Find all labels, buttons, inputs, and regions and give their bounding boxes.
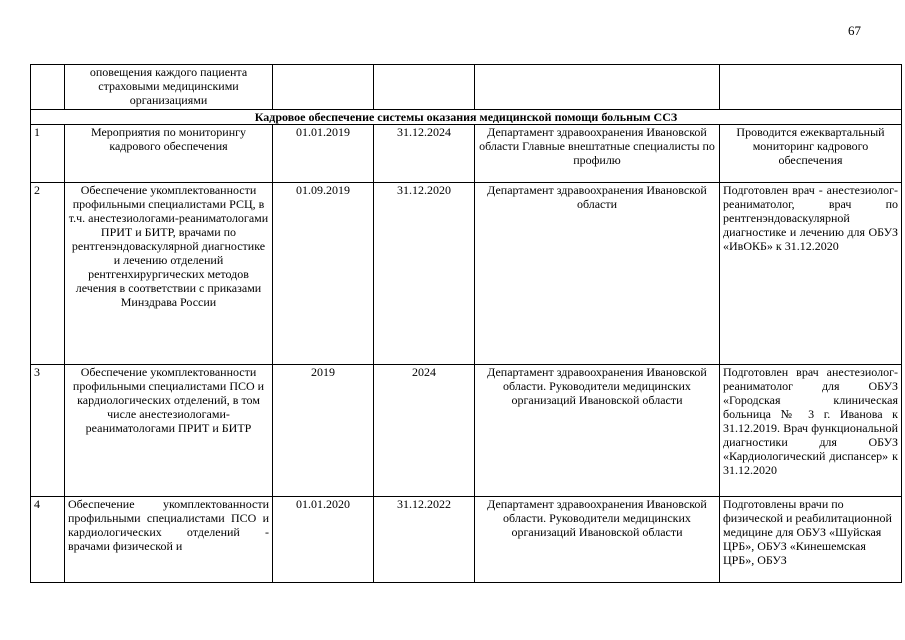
table-row	[31, 497, 902, 583]
cell-result: Подготовлены врачи по физической и реабилитационной медицине для ОБУЗ «Шуйская ЦРБ», ОБУЗ «Кинешемская ЦРБ», ОБУЗ	[720, 497, 902, 583]
page-number: 67	[848, 23, 861, 38]
cell-start: 2019	[273, 365, 374, 497]
cell-result: Подготовлен врач - анестезиолог-реаниматолог, врач по рентгенэндоваскулярной диагностике и лечению для ОБУЗ «ИвОКБ» к 31.12.2020	[720, 183, 902, 365]
cell-responsible: Департамент здравоохранения Ивановской области Главные внештатные специалисты по профилю	[475, 125, 720, 183]
cell-event: Обеспечение укомплектованности профильными специалистами ПСО и кардиологических отделений - врачами физической и	[65, 497, 273, 583]
cell-responsible: Департамент здравоохранения Ивановской области. Руководители медицинских организаций Ивановской области	[475, 365, 720, 497]
cell-event: оповещения каждого пациента страховыми медицинскими организациями	[65, 65, 273, 110]
cell-responsible: Департамент здравоохранения Ивановской области. Руководители медицинских организаций Ивановской области	[475, 497, 720, 583]
cell-event: Обеспечение укомплектованности профильными специалистами РСЦ, в т.ч. анестезиологами-реаниматологами ПРИТ и БИТР, врачами по рентгенэндоваскулярной диагностике и лечению отделений рентгенхирургических методов лечения в соответствии с приказами Минздрава России	[65, 183, 273, 365]
cell-end	[374, 65, 475, 110]
cell-result: Подготовлен врач анестезиолог-реаниматолог для ОБУЗ «Городская клиническая больница № 3 г. Иванова к 31.12.2019. Врач функциональной диагностики для ОБУЗ «Кардиологический диспансер» к 31.12.2020	[720, 365, 902, 497]
table-row-continuation	[31, 65, 902, 110]
cell-event: Мероприятия по мониторингу кадрового обеспечения	[65, 125, 273, 183]
cell-result	[720, 65, 902, 110]
cell-num: 3	[31, 365, 65, 497]
table-row	[31, 365, 902, 497]
table-row	[31, 125, 902, 183]
cell-event: Обеспечение укомплектованности профильными специалистами ПСО и кардиологических отделений, в том числе анестезиологами-реаниматологами ПРИТ и БИТР	[65, 365, 273, 497]
cell-end: 2024	[374, 365, 475, 497]
plan-table	[30, 64, 902, 583]
cell-num: 2	[31, 183, 65, 365]
cell-result: Проводится ежеквартальный мониторинг кадрового обеспечения	[720, 125, 902, 183]
section-title: Кадровое обеспечение системы оказания медицинской помощи больным ССЗ	[31, 110, 902, 125]
cell-responsible	[475, 65, 720, 110]
cell-start: 01.09.2019	[273, 183, 374, 365]
cell-num	[31, 65, 65, 110]
cell-start: 01.01.2020	[273, 497, 374, 583]
cell-end: 31.12.2020	[374, 183, 475, 365]
cell-start	[273, 65, 374, 110]
cell-num: 1	[31, 125, 65, 183]
table-row	[31, 183, 902, 365]
section-row	[31, 110, 902, 125]
cell-start: 01.01.2019	[273, 125, 374, 183]
cell-end: 31.12.2024	[374, 125, 475, 183]
cell-num: 4	[31, 497, 65, 583]
cell-end: 31.12.2022	[374, 497, 475, 583]
cell-responsible: Департамент здравоохранения Ивановской области	[475, 183, 720, 365]
